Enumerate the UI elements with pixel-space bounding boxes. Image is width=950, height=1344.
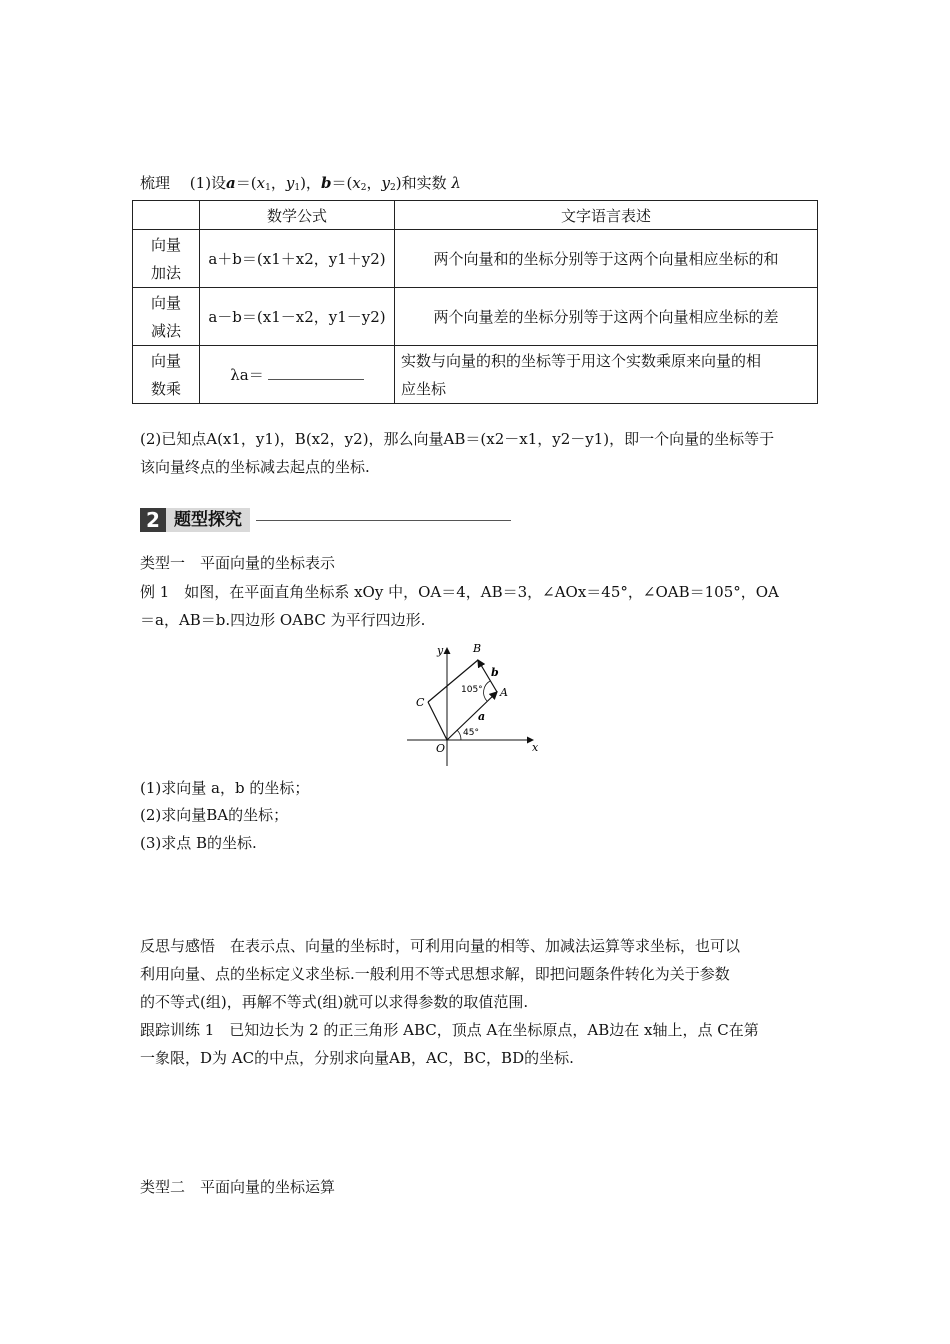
side-bc [428, 660, 478, 702]
reflection-line1: 反思与感悟 在表示点、向量的坐标时，可利用向量的相等、加减法运算等求坐标，也可以 [140, 937, 741, 955]
table-row: 向量 减法 a－b＝(x1－x2，y1－y2) 两个向量差的坐标分别等于这两个向量相应坐标的差 [133, 288, 818, 346]
example1-line2: ＝a，AB＝b.四边形 OABC 为平行四边形. [140, 611, 426, 629]
header-description: 文字语言表述 [395, 201, 818, 230]
practice1-line2: 一象限，D为 AC的中点，分别求向量AB，AC，BC，BD的坐标. [140, 1049, 574, 1067]
formula-cell: λa＝ [200, 346, 395, 404]
label-a: a [478, 710, 486, 723]
label-y: y [437, 644, 444, 657]
formula-cell: a＋b＝(x1＋x2，y1＋y2) [200, 230, 395, 288]
example1-line1: 例 1 如图，在平面直角坐标系 xOy 中，OA＝4，AB＝3，∠AOx＝45°，∠OAB＝105°，OA [140, 583, 779, 601]
description-cell: 实数与向量的积的坐标等于用这个实数乘原来向量的相 应坐标 [395, 346, 818, 404]
angle-105-arc [484, 681, 490, 701]
table-row: 向量 数乘 λa＝ 实数与向量的积的坐标等于用这个实数乘原来向量的相 应坐标 [133, 346, 818, 404]
formula-cell: a－b＝(x1－x2，y1－y2) [200, 288, 395, 346]
label-A: A [500, 686, 508, 699]
label-105: 105° [461, 685, 483, 695]
section-banner [140, 507, 511, 533]
description-cell: 两个向量和的坐标分别等于这两个向量相应坐标的和 [395, 230, 818, 288]
reflection-line2: 利用向量、点的坐标定义求坐标.一般利用不等式思想求解，即把问题条件转化为关于参数 [140, 965, 730, 983]
label-B: B [473, 642, 482, 655]
reflection-line3: 的不等式(组)，再解不等式(组)就可以求得参数的取值范围. [140, 993, 529, 1011]
side-co [428, 702, 447, 740]
description-cell: 两个向量差的坐标分别等于这两个向量相应坐标的差 [395, 288, 818, 346]
section-rule [256, 520, 511, 521]
table-row: 向量 加法 a＋b＝(x1＋x2，y1＋y2) 两个向量和的坐标分别等于这两个向量相应坐标的和 [133, 230, 818, 288]
question-2: (2)求向量BA的坐标； [140, 806, 289, 824]
summary-table [132, 200, 818, 404]
angle-45-arc [457, 730, 461, 740]
summary-intro: 梳理 (1)设$a=(x_1$，$y_1$)，$b=(x_2$，$y_2$)和实数 λ [140, 174, 461, 193]
label-O: O [436, 742, 446, 755]
answer-blank[interactable] [268, 367, 364, 380]
label-x: x [532, 741, 539, 754]
label-45: 45° [463, 728, 479, 738]
type1-heading: 类型一 平面向量的坐标表示 [140, 554, 336, 572]
section-title: 题型探究 [166, 508, 250, 532]
question-1: (1)求向量 a，b 的坐标； [140, 779, 310, 797]
question-3: (3)求点 B的坐标. [140, 834, 257, 852]
label-b: b [491, 666, 499, 679]
table-header-row [133, 201, 818, 230]
parallelogram-figure [405, 640, 545, 768]
type2-heading: 类型二 平面向量的坐标运算 [140, 1178, 336, 1196]
header-formula: 数学公式 [200, 201, 395, 230]
para2-line2: 该向量终点的坐标减去起点的坐标. [140, 458, 370, 476]
intro-label: 梳理 [140, 174, 171, 192]
section-number: 2 [140, 508, 166, 532]
label-C: C [416, 696, 425, 709]
practice1-line1: 跟踪训练 1 已知边长为 2 的正三角形 ABC，顶点 A在坐标原点，AB边在 x轴上，点 C在第 [140, 1021, 759, 1039]
para2-line1: (2)已知点A(x1，y1)，B(x2，y2)，那么向量AB＝(x2－x1，y2－y1)，即一个向量的坐标等于 [140, 430, 775, 448]
